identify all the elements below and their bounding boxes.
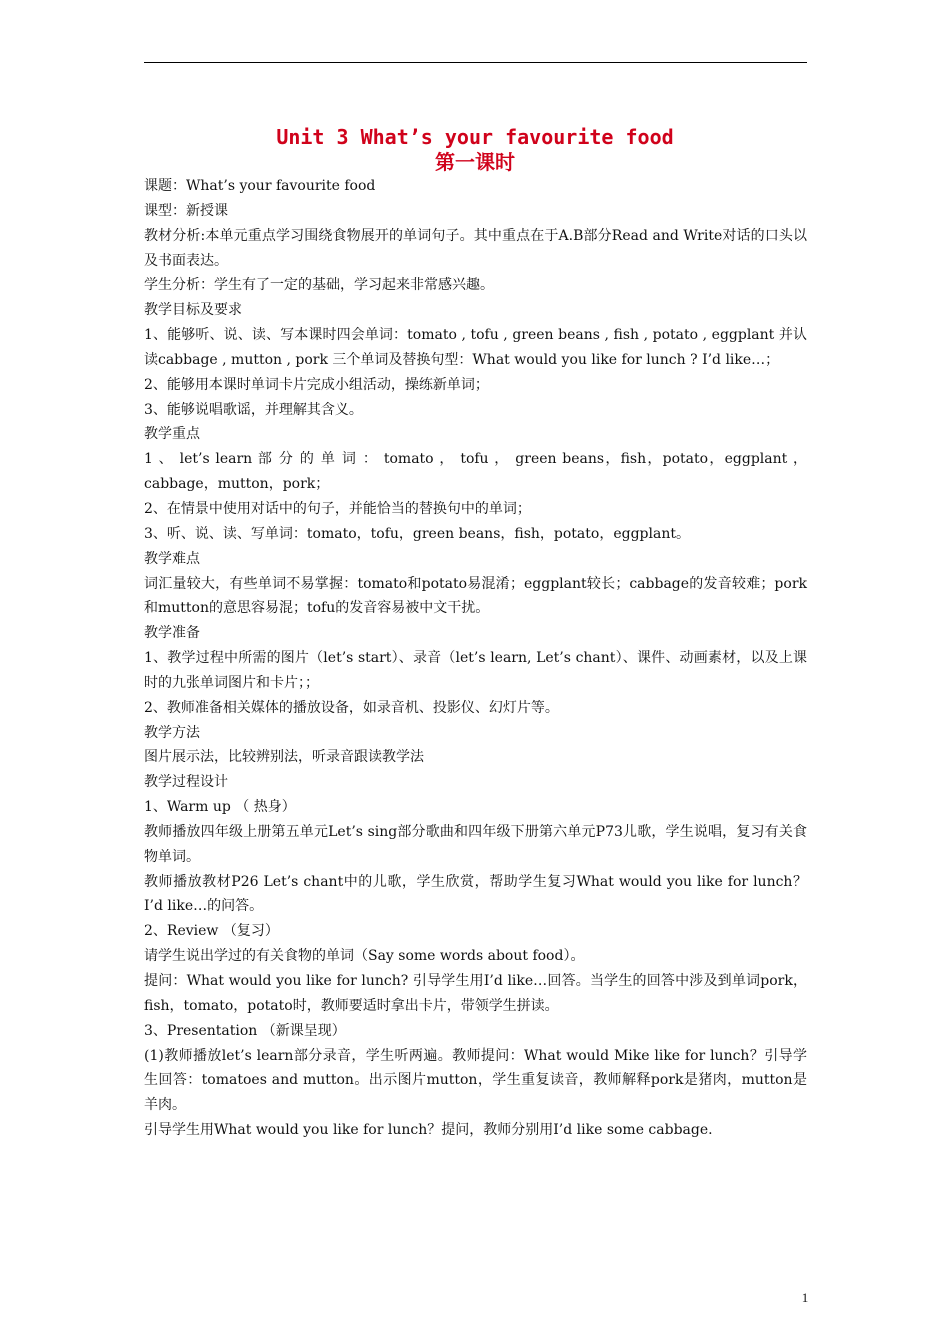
paragraph: 图片展示法，比较辨别法，听录音跟读教学法 bbox=[144, 749, 424, 766]
paragraph: 课题：What’s your favourite food bbox=[144, 178, 376, 194]
section-heading: 教学过程设计 bbox=[144, 774, 228, 791]
header-rule bbox=[144, 62, 807, 63]
page-number: 1 bbox=[801, 1290, 809, 1305]
section-heading: 教学准备 bbox=[144, 625, 200, 642]
paragraph: 1、教学过程中所需的图片（let’s start）、录音（let’s learn, Let’s chant）、课件、动画素材，以及上课时的九张单词图片和卡片；； bbox=[144, 650, 807, 691]
paragraph: 3、Presentation （新课呈现） bbox=[144, 1022, 346, 1039]
paragraph: 2、Review （复习） bbox=[144, 923, 279, 940]
document-subtitle: 第一课时 bbox=[435, 150, 515, 174]
paragraph: 教材分析:本单元重点学习围绕食物展开的单词句子。其中重点在于A.B部分Read and Write对话的口头以及书面表达。 bbox=[144, 227, 807, 269]
paragraph: 词汇量较大，有些单词不易掌握：tomato和potato易混淆；eggplant较长；cabbage的发音较难；pork 和mutton的意思容易混；tofu的发音容易被中文干扰。 bbox=[144, 575, 807, 617]
paragraph: 1、Warm up （ 热身） bbox=[144, 799, 296, 816]
document-body bbox=[144, 174, 807, 1143]
paragraph: 1、能够听、说、读、写本课时四会单词：tomato , tofu , green beans , fish , potato , eggplant 并认读cabbage , mutton , pork 三个单词及替换句型：What would you like for lunch ? I’d like…； bbox=[144, 327, 807, 368]
paragraph: 教师播放教材P26 Let’s chant中的儿歌，学生欣赏，帮助学生复习What would you like for lunch？I’d like…的问答。 bbox=[144, 873, 807, 915]
paragraph: 请学生说出学过的有关食物的单词（Say some words about food）。 bbox=[144, 948, 585, 965]
paragraph: 提问：What would you like for lunch? 引导学生用I’d like…回答。当学生的回答中涉及到单词pork，fish，tomato，potato时，教师要适时拿出卡片，带领学生拼读。 bbox=[144, 973, 807, 1014]
section-heading: 教学目标及要求 bbox=[144, 302, 242, 319]
paragraph: 引导学生用What would you like for lunch？提问，教师分别用I’d like some cabbage. bbox=[144, 1122, 713, 1139]
paragraph: 3、能够说唱歌谣，并理解其含义。 bbox=[144, 401, 363, 418]
paragraph: 1 、 let’s learn 部 分 的 单 词 ： tomato ， tofu ， green beans，fish，potato，eggplant ，cabbage，mutton，pork； bbox=[144, 451, 807, 493]
paragraph: 学生分析：学生有了一定的基础，学习起来非常感兴趣。 bbox=[144, 277, 494, 294]
paragraph: (1)教师播放let’s learn部分录音，学生听两遍。教师提问：What would Mike like for lunch？引导学生回答：tomatoes and mutton。出示图片mutton，学生重复读音，教师解释pork是猪肉，mutton是羊肉。 bbox=[144, 1047, 807, 1114]
section-heading: 教学难点 bbox=[144, 550, 200, 567]
paragraph: 2、教师准备相关媒体的播放设备，如录音机、投影仪、幻灯片等。 bbox=[144, 699, 559, 716]
paragraph: 课型：新授课 bbox=[144, 202, 228, 219]
paragraph: 2、能够用本课时单词卡片完成小组活动，操练新单词； bbox=[144, 376, 489, 393]
paragraph: 3、听、说、读、写单词：tomato，tofu，green beans，fish，potato，eggplant。 bbox=[144, 525, 690, 542]
section-heading: 教学重点 bbox=[144, 426, 200, 443]
section-heading: 教学方法 bbox=[144, 724, 200, 741]
document-title: Unit 3 What’s your favourite food bbox=[276, 125, 674, 149]
paragraph: 教师播放四年级上册第五单元Let’s sing部分歌曲和四年级下册第六单元P73儿歌，学生说唱，复习有关食物单词。 bbox=[144, 823, 807, 865]
paragraph: 2、在情景中使用对话中的句子，并能恰当的替换句中的单词； bbox=[144, 500, 531, 517]
